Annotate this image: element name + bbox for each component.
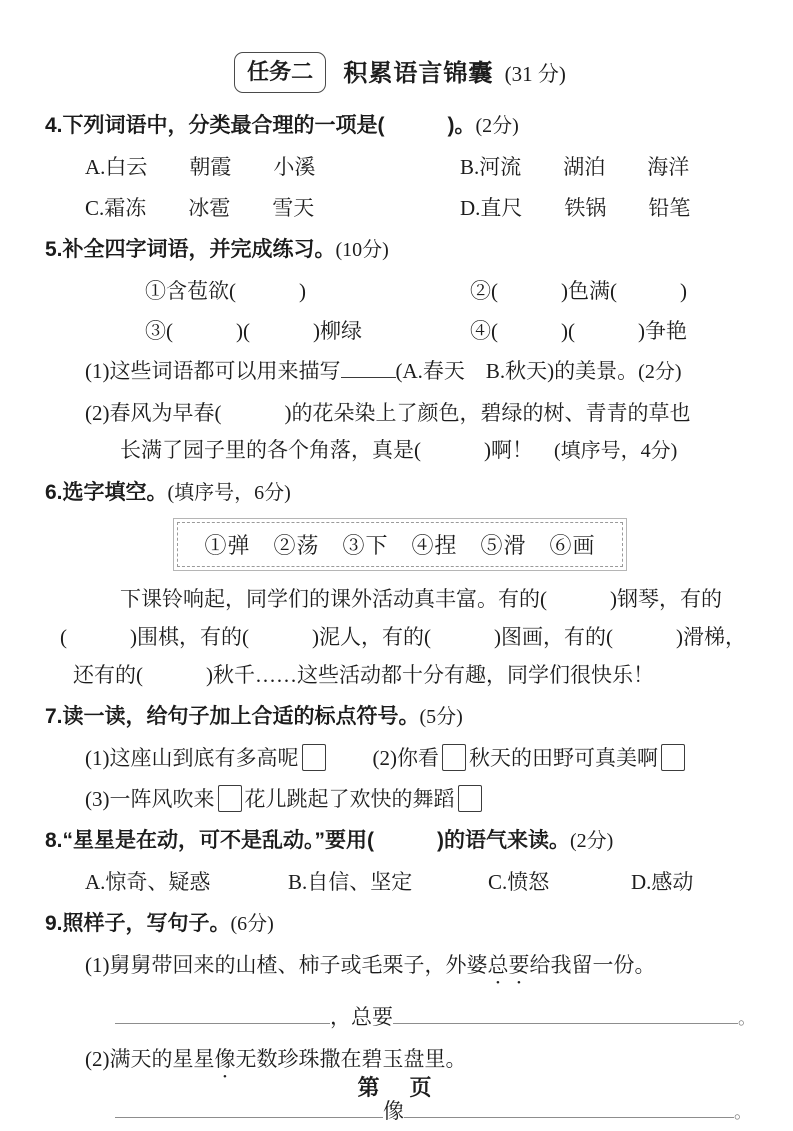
q9-sub1-row <box>85 949 755 989</box>
q4-option-d: D.直尺 铁锅 铅笔 <box>460 196 691 220</box>
q4-option-b: B.河流 湖泊 海洋 <box>460 155 690 179</box>
section-header <box>45 52 755 93</box>
q5-sub2-text2: 长满了园子里的各个角落，真是( )啊！ <box>120 438 533 462</box>
q7-s3-text2: 花儿跳起了欢快的舞蹈 <box>244 787 455 811</box>
q4-score: (2分) <box>475 115 519 137</box>
q9-a1-mid: ，总要 <box>330 1005 393 1029</box>
question-8 <box>45 824 755 898</box>
q5-sub2-text1: (2)春风为早春( )的花朵染上了颜色，碧绿的树、青青的草也 <box>85 401 691 425</box>
q8-option-a: A.惊奇、疑惑 <box>85 870 211 894</box>
q5-stem: 5.补全四字词语，并完成练习。 <box>45 238 336 261</box>
q5-item-4: ④( )( )争艳 <box>470 319 687 343</box>
q9-s1-text1: (1)舅舅带回来的山楂、柿子或毛栗子，外婆 <box>85 953 488 977</box>
q4-option-a: A.白云 朝霞 小溪 <box>85 155 316 179</box>
answer-blank <box>393 1010 738 1024</box>
q9-s1-text2: 给我留一份。 <box>529 953 656 977</box>
q5-item-3: ③( )( )柳绿 <box>145 319 362 343</box>
spacer <box>329 742 373 774</box>
q5-sub2-line2 <box>120 434 755 467</box>
q7-sentence-2 <box>373 742 689 774</box>
punctuation-box <box>661 744 685 771</box>
answer-blank <box>404 1104 734 1118</box>
q9-a1-end: 。 <box>738 1008 756 1028</box>
q7-s3-text1: (3)一阵风吹来 <box>85 787 215 811</box>
q7-sentence-1 <box>85 742 329 774</box>
q6-character-bank-row <box>45 518 755 571</box>
question-7 <box>45 700 755 815</box>
q9-a2-end: 。 <box>734 1102 752 1122</box>
q8-score: (2分) <box>570 830 614 852</box>
q8-option-c: C.愤怒 <box>488 870 550 894</box>
q8-stem: 8.“星星是在动，可不是乱动。”要用( )的语气来读。 <box>45 829 570 852</box>
q7-s1-text: (1)这座山到底有多高呢 <box>85 746 299 770</box>
q7-sentence-3 <box>85 787 485 811</box>
answer-blank <box>341 363 396 378</box>
q8-option-d: D.感动 <box>631 870 694 894</box>
q6-stem-row <box>45 476 755 509</box>
q6-para-line1 <box>120 583 755 615</box>
q7-row2 <box>85 783 755 815</box>
q5-idiom-items <box>145 275 755 345</box>
question-6 <box>45 476 755 691</box>
q7-s2-text2: 秋天的田野可真美啊 <box>469 746 658 770</box>
punctuation-box <box>302 744 326 771</box>
question-4 <box>45 109 755 222</box>
q7-stem-row <box>45 700 755 733</box>
q5-score: (10分) <box>335 239 389 261</box>
q7-stem: 7.读一读，给句子加上合适的标点符号。 <box>45 705 420 728</box>
q9-s2-text1: (2)满天的星星 <box>85 1047 215 1071</box>
punctuation-box <box>218 785 242 812</box>
q9-score: (6分) <box>230 913 274 935</box>
punctuation-box <box>458 785 482 812</box>
q4-stem: 4.下列词语中，分类最合理的一项是( )。 <box>45 114 476 137</box>
q5-sub1-post: (A.春天 B.秋天)的美景。 <box>395 359 639 383</box>
q7-s2-text1: (2)你看 <box>372 746 439 770</box>
q5-sub1-row <box>85 355 755 388</box>
q5-sub2-line1 <box>85 397 755 429</box>
q4-options <box>85 151 755 222</box>
q6-para-text2: ( )围棋，有的( )泥人，有的( )图画，有的( )滑梯， <box>60 625 746 649</box>
answer-blank <box>115 1104 383 1118</box>
q6-stem: 6.选字填空。 <box>45 481 168 504</box>
character-bank <box>173 518 626 571</box>
q5-sub2-score: (填序号，4分) <box>554 440 678 462</box>
q9-stem: 9.照样子，写句子。 <box>45 912 231 935</box>
section-title: 积累语言锦囊 <box>343 60 494 87</box>
q8-options <box>85 866 755 898</box>
q7-row1 <box>85 742 755 774</box>
q4-stem-row <box>45 109 755 142</box>
q6-score: (填序号，6分) <box>167 482 291 504</box>
q5-sub1-pre: (1)这些词语都可以用来描写 <box>85 359 341 383</box>
q5-stem-row <box>45 233 755 266</box>
q9-s1-emphasis: 总要 <box>487 953 530 977</box>
task-badge: 任务二 <box>234 52 326 93</box>
q9-s2-emphasis: 像 <box>214 1047 236 1071</box>
q6-para-line3 <box>73 659 755 691</box>
q5-sub1-score: (2分) <box>638 361 682 383</box>
q9-s2-text2: 无数珍珠撒在碧玉盘里。 <box>235 1047 467 1071</box>
q6-para-line2 <box>60 621 755 653</box>
q6-para-text1: 下课铃响起，同学们的课外活动真丰富。有的( )钢琴，有的 <box>120 587 722 611</box>
q9-answer-line1 <box>115 998 755 1037</box>
q4-option-c: C.霜冻 冰雹 雪天 <box>85 196 315 220</box>
q5-item-2: ②( )色满( ) <box>470 279 687 303</box>
punctuation-box <box>442 744 466 771</box>
q9-stem-row <box>45 907 755 940</box>
q6-para-text3: 还有的( )秋千……这些活动都十分有趣，同学们很快乐！ <box>73 663 654 687</box>
q7-score: (5分) <box>419 706 463 728</box>
q8-option-b: B.自信、坚定 <box>288 870 413 894</box>
question-5 <box>45 233 755 467</box>
character-bank-items: ①弹 ②荡 ③下 ④捏 ⑤滑 ⑥画 <box>177 522 622 567</box>
section-score: (31 分) <box>504 62 566 86</box>
page-footer: 第 页 <box>357 1075 436 1100</box>
answer-blank <box>115 1010 330 1024</box>
q5-item-1: ①含苞欲( ) <box>145 279 306 303</box>
q8-stem-row <box>45 824 755 857</box>
q9-a2-mid: 像 <box>383 1099 404 1123</box>
